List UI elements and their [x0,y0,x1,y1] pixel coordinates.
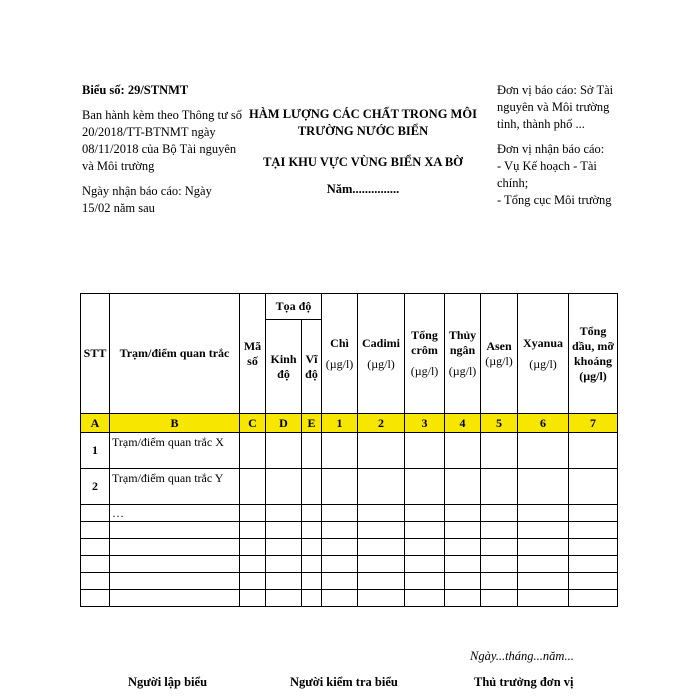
header-cyanide [518,294,569,414]
empty-cell [302,433,322,469]
empty-cell [322,590,358,607]
empty-cell [481,522,518,539]
empty-cell [445,433,481,469]
empty-cell [358,590,405,607]
empty-cell [81,539,110,556]
empty-cell [81,522,110,539]
report-year: Năm............... [326,182,400,196]
signature-preparer: Người lập biểu [128,675,208,689]
table-row [81,505,618,522]
empty-cell [240,505,266,522]
code-cell: C [240,414,266,433]
header-oil-label: Tổng dầu, mỡ khoáng [572,323,614,368]
empty-cell [110,573,240,590]
empty-cell [322,433,358,469]
empty-cell [358,573,405,590]
empty-cell [405,573,445,590]
empty-cell [302,505,322,522]
code-cell: A [81,414,110,433]
empty-cell [518,522,569,539]
empty-cell [81,590,110,607]
empty-cell [405,522,445,539]
table-row [81,573,618,590]
empty-cell [405,539,445,556]
header-cadmium [358,294,405,414]
empty-cell [110,522,240,539]
empty-cell [518,539,569,556]
code-cell: 4 [445,414,481,433]
empty-cell [569,469,618,505]
receiving-unit-label: Đơn vị nhận báo cáo: [497,142,605,156]
empty-cell [518,505,569,522]
signature-head: Thủ trưởng đơn vị [474,675,574,689]
code-cell: D [266,414,302,433]
header-chromium-label: Tổng crôm [411,328,438,357]
table-row [81,539,618,556]
empty-cell [302,590,322,607]
empty-cell [445,590,481,607]
empty-cell [518,433,569,469]
empty-cell [358,539,405,556]
empty-cell [110,556,240,573]
report-table [80,293,618,607]
header-chromium [405,294,445,414]
header-arsenic-label: Asen [486,338,512,353]
empty-cell [302,556,322,573]
header-oil-unit: (µg/l) [579,368,607,383]
header-arsenic-unit: (µg/l) [485,353,513,368]
empty-cell [266,505,302,522]
empty-cell [569,556,618,573]
header-chromium-unit: (µg/l) [410,364,439,378]
empty-cell [240,573,266,590]
table-row [81,522,618,539]
header-cyanide-unit: (µg/l) [529,356,557,371]
header-lead-label: Chì [330,335,349,350]
empty-cell [322,539,358,556]
empty-cell [405,556,445,573]
code-cell: 3 [405,414,445,433]
empty-cell [358,433,405,469]
empty-cell [240,522,266,539]
empty-cell [358,522,405,539]
empty-cell [302,573,322,590]
empty-cell [518,573,569,590]
table-row [81,556,618,573]
header-station: Trạm/điểm quan trắc [110,294,240,414]
empty-cell [518,556,569,573]
empty-cell [445,573,481,590]
header-cyanide-label: Xyanua [522,335,563,350]
empty-cell [481,573,518,590]
empty-cell [302,539,322,556]
header-cadmium-label: Cadimi [361,335,400,350]
receiver-2: - Tổng cục Môi trường [497,193,612,207]
empty-cell [569,433,618,469]
empty-cell [110,539,240,556]
empty-cell [266,433,302,469]
empty-cell [266,522,302,539]
empty-cell [81,556,110,573]
report-subtitle: TẠI KHU VỰC VÙNG BIỂN XA BỜ [263,155,463,169]
empty-cell [569,505,618,522]
code-cell: 7 [569,414,618,433]
empty-cell [266,556,302,573]
header-lead [322,294,358,414]
empty-cell [569,539,618,556]
empty-cell [81,573,110,590]
empty-cell [481,539,518,556]
empty-cell [405,505,445,522]
empty-cell [322,556,358,573]
empty-cell [110,590,240,607]
row-stt: 1 [81,433,110,469]
table-row [81,433,618,469]
empty-cell [481,590,518,607]
receiver-1: - Vụ Kế hoạch - Tài chính; [497,159,597,190]
empty-cell [445,556,481,573]
receive-date-text: Ngày nhận báo cáo: Ngày 15/02 năm sau [82,184,212,215]
row-station: Trạm/điểm quan trắc Y [110,469,240,505]
report-title: HÀM LƯỢNG CÁC CHẤT TRONG MÔI TRƯỜNG NƯỚC BIỂN [249,107,477,138]
signature-date: Ngày...tháng...năm... [470,649,574,663]
empty-cell [445,469,481,505]
code-cell: 6 [518,414,569,433]
table-row [81,590,618,607]
empty-cell [445,539,481,556]
empty-cell [405,590,445,607]
header-coords: Tọa độ [266,294,322,320]
empty-cell [358,469,405,505]
row-stt: 2 [81,469,110,505]
empty-cell [481,433,518,469]
header-right [497,82,621,209]
table-row [81,469,618,505]
header-lead-unit: (µg/l) [325,356,354,371]
code-cell: 1 [322,414,358,433]
header-cadmium-unit: (µg/l) [367,356,395,371]
empty-cell [266,590,302,607]
header-mercury-unit: (µg/l) [448,364,477,378]
code-row [81,414,618,433]
empty-cell [569,573,618,590]
empty-cell [481,556,518,573]
empty-cell [240,590,266,607]
header-left [82,82,242,225]
empty-cell [569,590,618,607]
empty-cell [240,539,266,556]
empty-cell [445,522,481,539]
empty-cell [240,469,266,505]
header-stt: STT [81,294,110,414]
form-number: Biểu số: 29/STNMT [82,83,189,97]
header-mercury-label: Thủy ngân [448,328,477,357]
header-arsenic [481,294,518,414]
empty-cell [518,469,569,505]
code-cell: E [302,414,322,433]
signature-checker: Người kiểm tra biểu [290,675,398,689]
empty-cell [302,522,322,539]
empty-cell [322,522,358,539]
code-cell: 5 [481,414,518,433]
header-longitude: Kinh độ [266,320,302,414]
header-mercury [445,294,481,414]
empty-cell [358,505,405,522]
header-oil [569,294,618,414]
empty-cell [322,469,358,505]
empty-cell [358,556,405,573]
header-center [238,106,488,198]
empty-cell [518,590,569,607]
reporting-unit: Đơn vị báo cáo: Sở Tài nguyên và Môi trường tỉnh, thành phố ... [497,83,614,131]
issued-with-text: Ban hành kèm theo Thông tư số 20/2018/TT-BTNMT ngày 08/11/2018 của Bộ Tài nguyên và Môi trường [82,108,242,173]
empty-cell [481,505,518,522]
empty-cell [405,433,445,469]
empty-cell [322,573,358,590]
empty-cell [266,573,302,590]
empty-cell [302,469,322,505]
empty-cell [445,505,481,522]
row-stt [81,505,110,522]
empty-cell [322,505,358,522]
empty-cell [569,522,618,539]
empty-cell [266,539,302,556]
empty-cell [240,433,266,469]
empty-cell [481,469,518,505]
code-cell: 2 [358,414,405,433]
empty-cell [405,469,445,505]
header-code: Mã số [240,294,266,414]
empty-cell [240,556,266,573]
code-cell: B [110,414,240,433]
row-station: Trạm/điểm quan trắc X [110,433,240,469]
empty-cell [266,469,302,505]
header-latitude: Vĩ độ [302,320,322,414]
row-station: … [110,505,240,522]
